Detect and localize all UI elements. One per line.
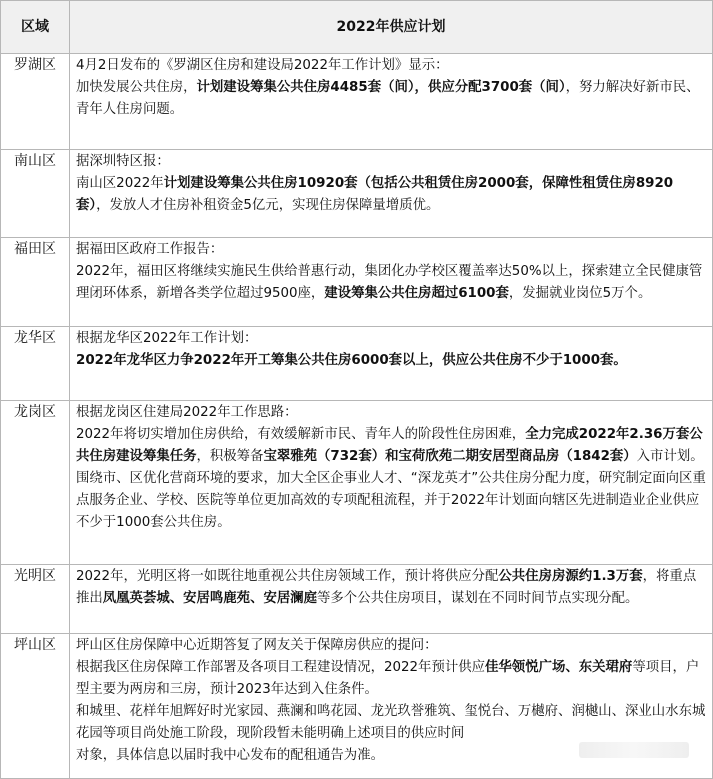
plan-text: ，发放人才住房补租资金5亿元，实现住房保障量增质优。 xyxy=(96,198,440,213)
plan-text: 入市计划。 xyxy=(636,449,704,464)
plan-cell xyxy=(70,54,713,150)
plan-paragraph xyxy=(76,657,706,701)
emphasized-text: 计划建设筹集公共住房10920套（包括公共租赁住房2000套，保障性租赁住房8920套） xyxy=(76,176,674,213)
plan-paragraph xyxy=(76,55,706,77)
district-cell: 光明区 xyxy=(1,565,70,634)
plan-text: ，发掘就业岗位5万个。 xyxy=(508,286,652,301)
plan-text: 根据我区住房保障工作部署及各项目工程建设情况，2022年预计供应 xyxy=(76,660,486,675)
emphasized-text: 宝翠雅苑（732套）和宝荷欣苑二期安居型商品房（1842套） xyxy=(263,449,637,464)
plan-paragraph xyxy=(76,635,706,657)
emphasized-text: 建设筹集公共住房超过6100套 xyxy=(324,286,509,301)
table-row xyxy=(1,54,713,150)
plan-text: 南山区2022年 xyxy=(76,176,164,191)
plan-text: ，将重点推出 xyxy=(76,569,697,606)
plan-text: 等项目，户型主要为两房和三房，预计2023年达到入住条件。 xyxy=(76,660,700,697)
district-cell: 福田区 xyxy=(1,238,70,327)
emphasized-text: 佳华领悦广场、东关珺府 xyxy=(485,660,633,675)
table-row xyxy=(1,238,713,327)
plan-text: 根据龙岗区住建局2022年工作思路： xyxy=(76,405,298,420)
emphasized-text: 2022年龙华区力争2022年开工筹集公共住房6000套以上，供应公共住房不少于1000套。 xyxy=(76,353,627,368)
plan-paragraph xyxy=(76,77,706,121)
column-header-district: 区域 xyxy=(1,1,70,54)
header-row xyxy=(1,1,713,54)
plan-text: 4月2日发布的《罗湖区住房和建设局2022年工作计划》显示： xyxy=(76,58,449,73)
table-row xyxy=(1,150,713,238)
plan-paragraph xyxy=(76,468,706,534)
emphasized-text: 全力完成2022年2.36万套公共住房建设筹集任务 xyxy=(76,427,703,464)
plan-paragraph xyxy=(76,328,706,350)
table-row xyxy=(1,327,713,401)
district-cell: 龙岗区 xyxy=(1,401,70,565)
plan-paragraph xyxy=(76,402,706,424)
plan-text: 对象，具体信息以届时我中心发布的配租通告为准。 xyxy=(76,748,384,763)
plan-paragraph xyxy=(76,173,706,217)
plan-cell xyxy=(70,565,713,634)
plan-paragraph xyxy=(76,239,706,261)
plan-text: 根据龙华区2022年工作计划： xyxy=(76,331,258,346)
plan-paragraph xyxy=(76,151,706,173)
plan-cell xyxy=(70,238,713,327)
plan-text: 加快发展公共住房， xyxy=(76,80,197,95)
plan-text: 坪山区住房保障中心近期答复了网友关于保障房供应的提问： xyxy=(76,638,438,653)
plan-text: 2022年将切实增加住房供给，有效缓解新市民、青年人的阶段性住房困难， xyxy=(76,427,526,442)
plan-text: 等多个公共住房项目，谋划在不同时间节点实现分配。 xyxy=(317,591,639,606)
table-row xyxy=(1,565,713,634)
plan-text: ，努力解决好新市民、青年人住房问题。 xyxy=(76,80,700,117)
district-cell: 龙华区 xyxy=(1,327,70,401)
watermark-blur xyxy=(579,742,689,758)
plan-paragraph xyxy=(76,261,706,305)
plan-text: 围绕市、区优化营商环境的要求，加大全区企事业人才、“深龙英才”公共住房分配力度，研究制定面向区重点服务企业、学校、医院等单位更加高效的专项配租流程，并于2022年计划面向辖区先进制造业企业供应不少于1000套公共住房。 xyxy=(76,471,706,530)
plan-paragraph xyxy=(76,701,706,745)
plan-text: 2022年，光明区将一如既往地重视公共住房领域工作，预计将供应分配 xyxy=(76,569,499,584)
plan-text: 2022年，福田区将继续实施民生供给普惠行动，集团化办学校区覆盖率达50%以上，探索建立全民健康管理闭环体系，新增各类学位超过9500座， xyxy=(76,264,703,301)
emphasized-text: 计划建设筹集公共住房4485套（间），供应分配3700套（间） xyxy=(196,80,566,95)
emphasized-text: 公共住房房源约1.3万套 xyxy=(498,569,643,584)
plan-paragraph xyxy=(76,350,706,372)
plan-text: 据福田区政府工作报告： xyxy=(76,242,224,257)
plan-text: 据深圳特区报： xyxy=(76,154,170,169)
plan-cell xyxy=(70,401,713,565)
plan-text: 和城里、花样年旭辉好时光家园、燕澜和鸣花园、龙光玖誉雅筑、玺悦台、万樾府、润樾山、深业山水东城花园等项目尚处施工阶段，现阶段暂未能明确上述项目的供应时间 xyxy=(76,704,706,741)
table-row xyxy=(1,401,713,565)
district-cell: 罗湖区 xyxy=(1,54,70,150)
plan-text: ，积极筹备 xyxy=(196,449,264,464)
plan-cell xyxy=(70,150,713,238)
plan-cell xyxy=(70,327,713,401)
column-header-plan: 2022年供应计划 xyxy=(70,1,713,54)
district-cell: 坪山区 xyxy=(1,634,70,779)
table-body xyxy=(1,54,713,779)
emphasized-text: 凤凰英荟城、安居鸣鹿苑、安居澜庭 xyxy=(102,591,318,606)
plan-paragraph xyxy=(76,566,706,610)
plan-paragraph xyxy=(76,424,706,468)
district-cell: 南山区 xyxy=(1,150,70,238)
